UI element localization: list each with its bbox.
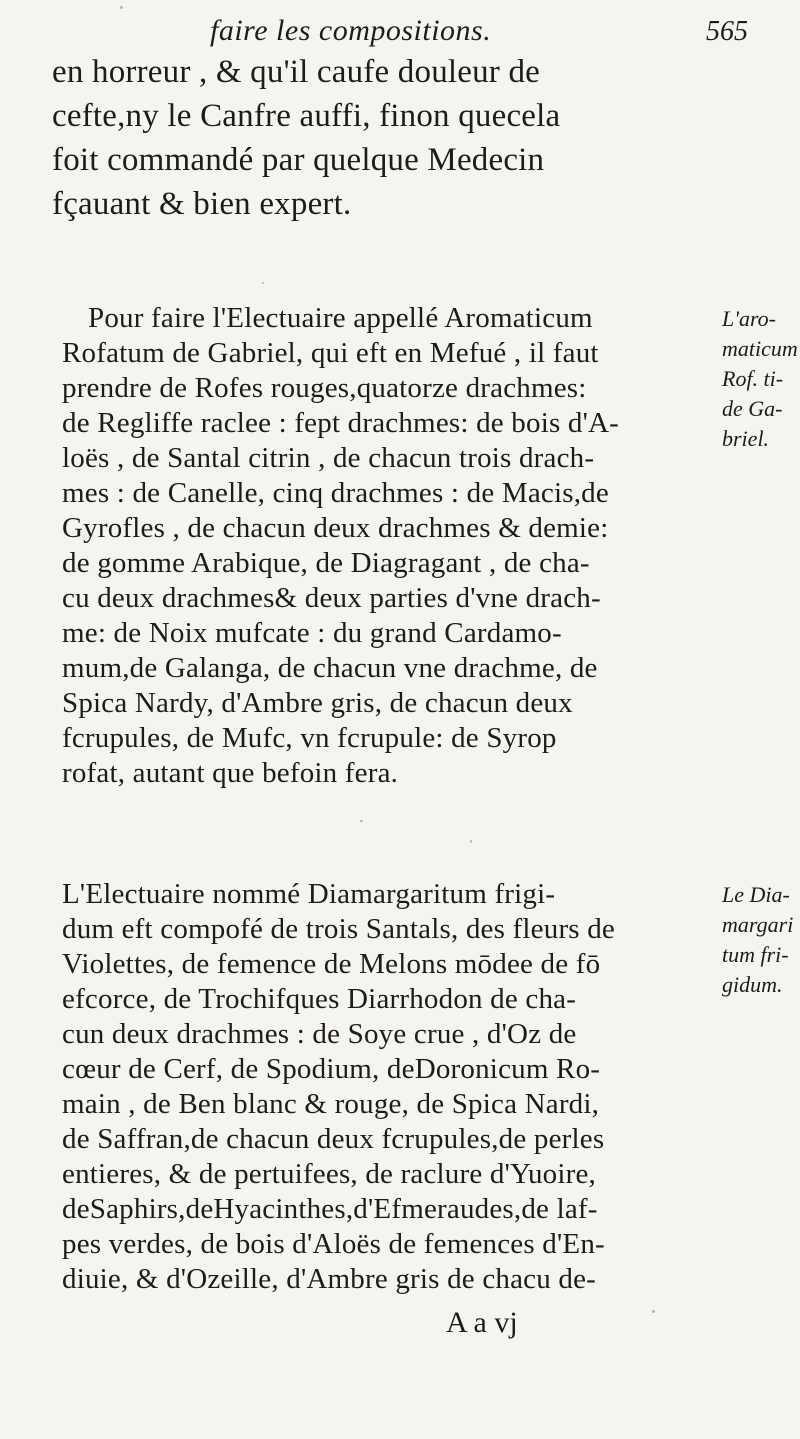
margin-note-line: L'aro- — [722, 306, 777, 331]
margin-note-aromaticum — [722, 304, 798, 454]
text-line: Rofatum de Gabriel, qui eft en Mefué , il faut — [62, 337, 599, 369]
ink-speck — [470, 840, 472, 843]
text-line: Violettes, de femence de Melons mōdee de fō — [62, 948, 601, 980]
text-line: deSaphirs,deHyacinthes,d'Efmeraudes,de laf- — [62, 1193, 598, 1225]
running-head: faire les compositions. — [210, 14, 492, 47]
margin-note-line: margari — [722, 912, 794, 937]
text-line: efcorce, de Trochifques Diarrhodon de cha- — [62, 983, 577, 1015]
text-line: Gyrofles , de chacun deux drachmes & demie: — [62, 512, 609, 544]
text-line: pes verdes, de bois d'Aloës de femences d'En- — [62, 1228, 605, 1260]
text-line: prendre de Rofes rouges,quatorze drachmes: — [62, 372, 587, 404]
margin-note-line: maticum — [722, 336, 798, 361]
text-line: mes : de Canelle, cinq drachmes : de Macis,de — [62, 477, 609, 509]
text-line: Pour faire l'Electuaire appellé Aromaticum — [88, 302, 593, 334]
text-line: fçauant & bien expert. — [52, 186, 352, 222]
text-line: foit commandé par quelque Medecin — [52, 142, 545, 178]
text-line: rofat, autant que befoin fera. — [62, 757, 399, 789]
text-line: de Saffran,de chacun deux fcrupules,de perles — [62, 1123, 605, 1155]
text-line: cu deux drachmes& deux parties d'vne drach- — [62, 582, 601, 614]
margin-note-line: Rof. ti- — [722, 366, 784, 391]
margin-note-line: tum fri- — [722, 942, 789, 967]
margin-note-line: briel. — [722, 426, 770, 451]
text-line: main , de Ben blanc & rouge, de Spica Nardi, — [62, 1088, 600, 1120]
ink-speck — [652, 1310, 655, 1313]
text-line: entieres, & de pertuifees, de raclure d'Yuoire, — [62, 1158, 596, 1190]
ink-speck — [262, 282, 264, 284]
text-line: Spica Nardy, d'Ambre gris, de chacun deux — [62, 687, 573, 719]
signature-mark: A a vj — [446, 1306, 518, 1339]
text-line: de Regliffe raclee : fept drachmes: de bois d'A- — [62, 407, 620, 439]
ink-speck — [120, 6, 123, 9]
text-line: mum,de Galanga, de chacun vne drachme, de — [62, 652, 598, 684]
text-line: cœur de Cerf, de Spodium, deDoronicum Ro- — [62, 1053, 601, 1085]
margin-note-line: Le Dia- — [722, 882, 790, 907]
margin-note-diamargaritum — [722, 880, 793, 1000]
text-line: diuie, & d'Ozeille, d'Ambre gris de chacu de- — [62, 1263, 597, 1295]
text-line: cefte,ny le Canfre auffi, finon quecela — [52, 98, 561, 134]
text-line: dum eft compofé de trois Santals, des fleurs de — [62, 913, 616, 945]
margin-note-line: de Ga- — [722, 396, 783, 421]
margin-note-line: gidum. — [722, 972, 783, 997]
text-line: en horreur , & qu'il caufe douleur de — [52, 54, 540, 90]
text-line: loës , de Santal citrin , de chacun trois drach- — [62, 442, 595, 474]
ink-speck — [360, 820, 363, 822]
page-number: 565 — [706, 16, 748, 47]
text-line: fcrupules, de Mufc, vn fcrupule: de Syrop — [62, 722, 557, 754]
text-line: L'Electuaire nommé Diamargaritum frigi- — [62, 878, 556, 910]
text-line: cun deux drachmes : de Soye crue , d'Oz de — [62, 1018, 577, 1050]
text-line: de gomme Arabique, de Diagragant , de cha- — [62, 547, 590, 579]
text-line: me: de Noix mufcate : du grand Cardamo- — [62, 617, 562, 649]
